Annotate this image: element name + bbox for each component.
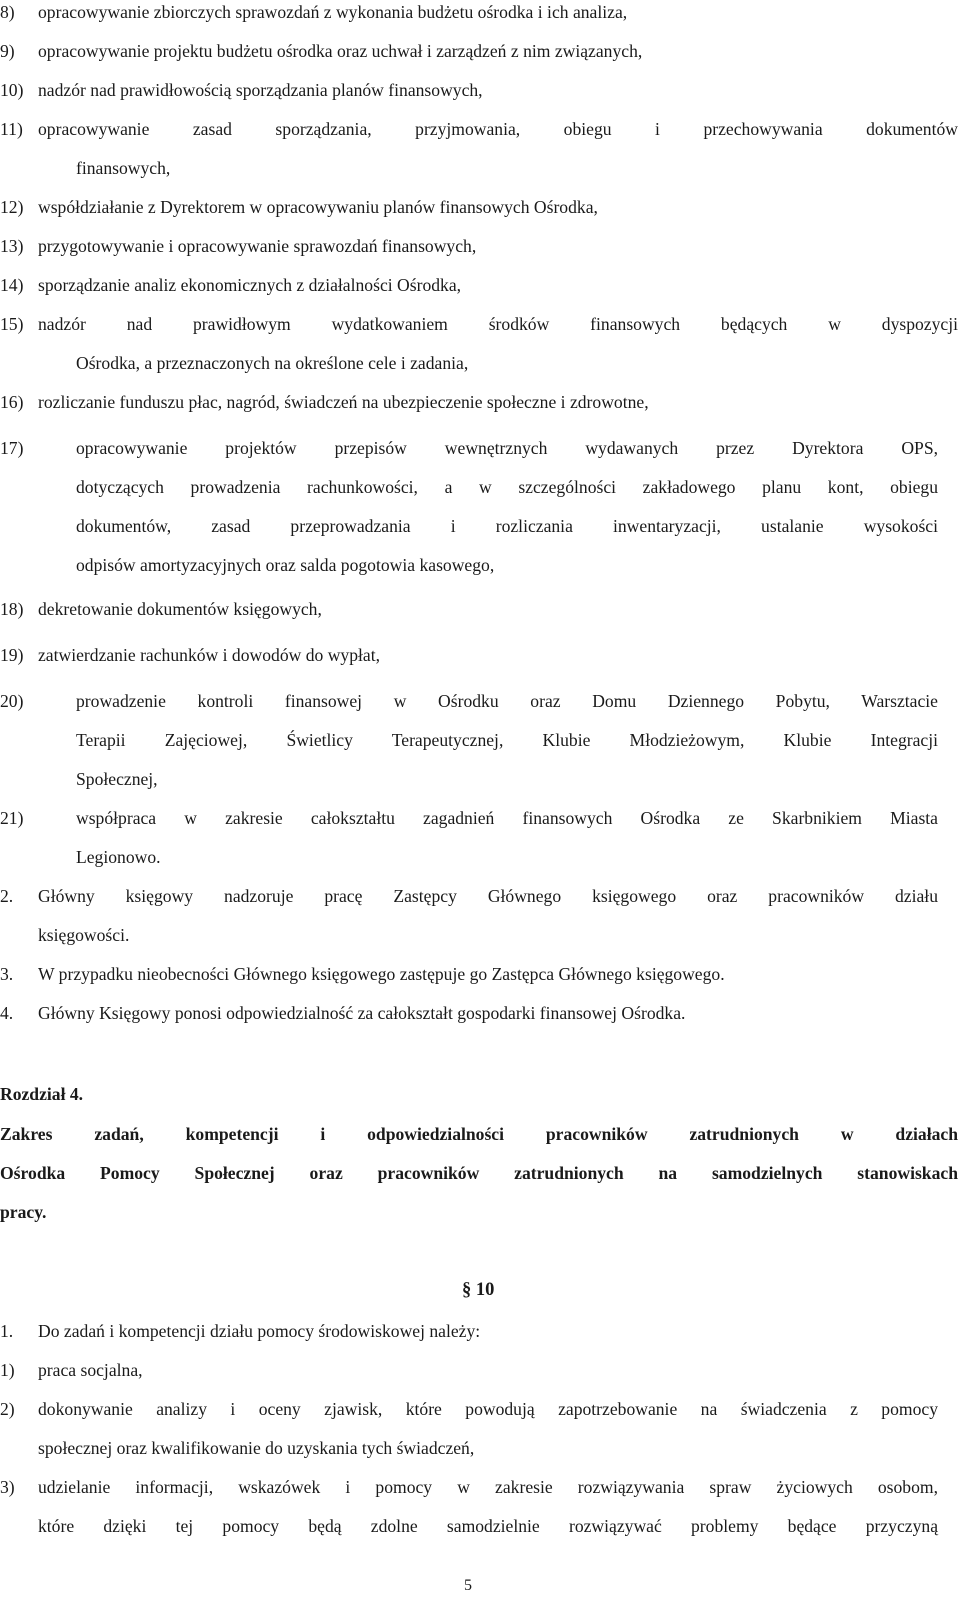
point-text: Główny Księgowy ponosi odpowiedzialność za całokształt gospodarki finansowej Ośrodka.: [38, 1003, 686, 1023]
list-item-number: 20): [0, 691, 24, 711]
list-item-text: Ośrodka, a przeznaczonych na określone cele i zadania,: [76, 353, 469, 373]
list-item-text: współpraca w zakresie całokształtu zagadnień finansowych Ośrodka ze Skarbnikiem Miasta: [76, 808, 938, 828]
section-title-line: Zakres zadań, kompetencji i odpowiedzialności pracowników zatrudnionych w działach: [0, 1124, 958, 1144]
list-item-number: 11): [0, 119, 23, 139]
point-text: Główny księgowy nadzoruje pracę Zastępcy Głównego księgowego oraz pracowników działu: [38, 886, 938, 906]
list-item-text: finansowych,: [76, 158, 171, 178]
point-number: 1.: [0, 1321, 14, 1341]
list-item-number: 3): [0, 1477, 15, 1497]
list-item-number: 14): [0, 275, 24, 295]
list-item-text: Społecznej,: [76, 769, 158, 789]
list-item-number: 9): [0, 41, 15, 61]
list-item-text: opracowywanie zbiorczych sprawozdań z wykonania budżetu ośrodka i ich analiza,: [38, 2, 628, 22]
list-item-text: społecznej oraz kwalifikowanie do uzyskania tych świadczeń,: [38, 1438, 475, 1458]
list-item-text: dokonywanie analizy i oceny zjawisk, które powodują zapotrzebowanie na świadczenia z pomocy: [38, 1399, 938, 1419]
list-item-text: udzielanie informacji, wskazówek i pomocy w zakresie rozwiązywania spraw życiowych osobom,: [38, 1477, 938, 1497]
list-item-text: opracowywanie projektu budżetu ośrodka oraz uchwał i zarządzeń z nim związanych,: [38, 41, 643, 61]
list-item-text: dokumentów, zasad przeprowadzania i rozliczania inwentaryzacji, ustalanie wysokości: [76, 516, 938, 536]
list-item-text: opracowywanie projektów przepisów wewnętrznych wydawanych przez Dyrektora OPS,: [76, 438, 938, 458]
list-item-text: zatwierdzanie rachunków i dowodów do wypłat,: [38, 645, 380, 665]
point-number: 2.: [0, 886, 14, 906]
list-item-text: prowadzenie kontroli finansowej w Ośrodku oraz Domu Dziennego Pobytu, Warsztacie: [76, 691, 938, 711]
point-text: księgowości.: [38, 925, 130, 945]
paragraph-mark: § 10: [462, 1280, 495, 1300]
section-title-line: Ośrodka Pomocy Społecznej oraz pracowników zatrudnionych na samodzielnych stanowiskach: [0, 1163, 958, 1183]
list-item-number: 13): [0, 236, 24, 256]
list-item-number: 19): [0, 645, 24, 665]
point-text: Do zadań i kompetencji działu pomocy środowiskowej należy:: [38, 1321, 481, 1341]
section-title-line: pracy.: [0, 1202, 47, 1222]
list-item-number: 17): [0, 438, 24, 458]
list-item-text: odpisów amortyzacyjnych oraz salda pogotowia kasowego,: [76, 555, 495, 575]
list-item-number: 10): [0, 80, 24, 100]
list-item-text: dotyczących prowadzenia rachunkowości, a w szczególności zakładowego planu kont, obiegu: [76, 477, 938, 497]
list-item-text: rozliczanie funduszu płac, nagród, świadczeń na ubezpieczenie społeczne i zdrowotne,: [38, 392, 649, 412]
list-item-text: praca socjalna,: [38, 1360, 143, 1380]
list-item-number: 2): [0, 1399, 15, 1419]
list-item-number: 12): [0, 197, 24, 217]
list-item-text: Terapii Zajęciowej, Świetlicy Terapeutycznej, Klubie Młodzieżowym, Klubie Integracji: [76, 730, 938, 750]
list-item-number: 18): [0, 599, 24, 619]
list-item-text: dekretowanie dokumentów księgowych,: [38, 599, 322, 619]
list-item-text: nadzór nad prawidłowością sporządzania planów finansowych,: [38, 80, 483, 100]
point-number: 4.: [0, 1003, 14, 1023]
list-item-number: 8): [0, 2, 15, 22]
list-item-text: współdziałanie z Dyrektorem w opracowywaniu planów finansowych Ośrodka,: [38, 197, 598, 217]
list-item-text: przygotowywanie i opracowywanie sprawozdań finansowych,: [38, 236, 477, 256]
list-item-number: 21): [0, 808, 24, 828]
point-text: W przypadku nieobecności Głównego księgowego zastępuje go Zastępca Głównego księgowego.: [38, 964, 725, 984]
list-item-text: Legionowo.: [76, 847, 161, 867]
list-item-number: 1): [0, 1360, 15, 1380]
list-item-text: nadzór nad prawidłowym wydatkowaniem środków finansowych będących w dyspozycji: [38, 314, 958, 334]
section-heading: Rozdział 4.: [0, 1084, 84, 1104]
list-item-text: opracowywanie zasad sporządzania, przyjmowania, obiegu i przechowywania dokumentów: [38, 119, 958, 139]
page-number: 5: [464, 1577, 472, 1594]
point-number: 3.: [0, 964, 14, 984]
list-item-number: 16): [0, 392, 24, 412]
list-item-text: sporządzanie analiz ekonomicznych z działalności Ośrodka,: [38, 275, 462, 295]
list-item-number: 15): [0, 314, 24, 334]
list-item-text: które dzięki tej pomocy będą zdolne samodzielnie rozwiązywać problemy będące przyczyną: [38, 1516, 938, 1536]
